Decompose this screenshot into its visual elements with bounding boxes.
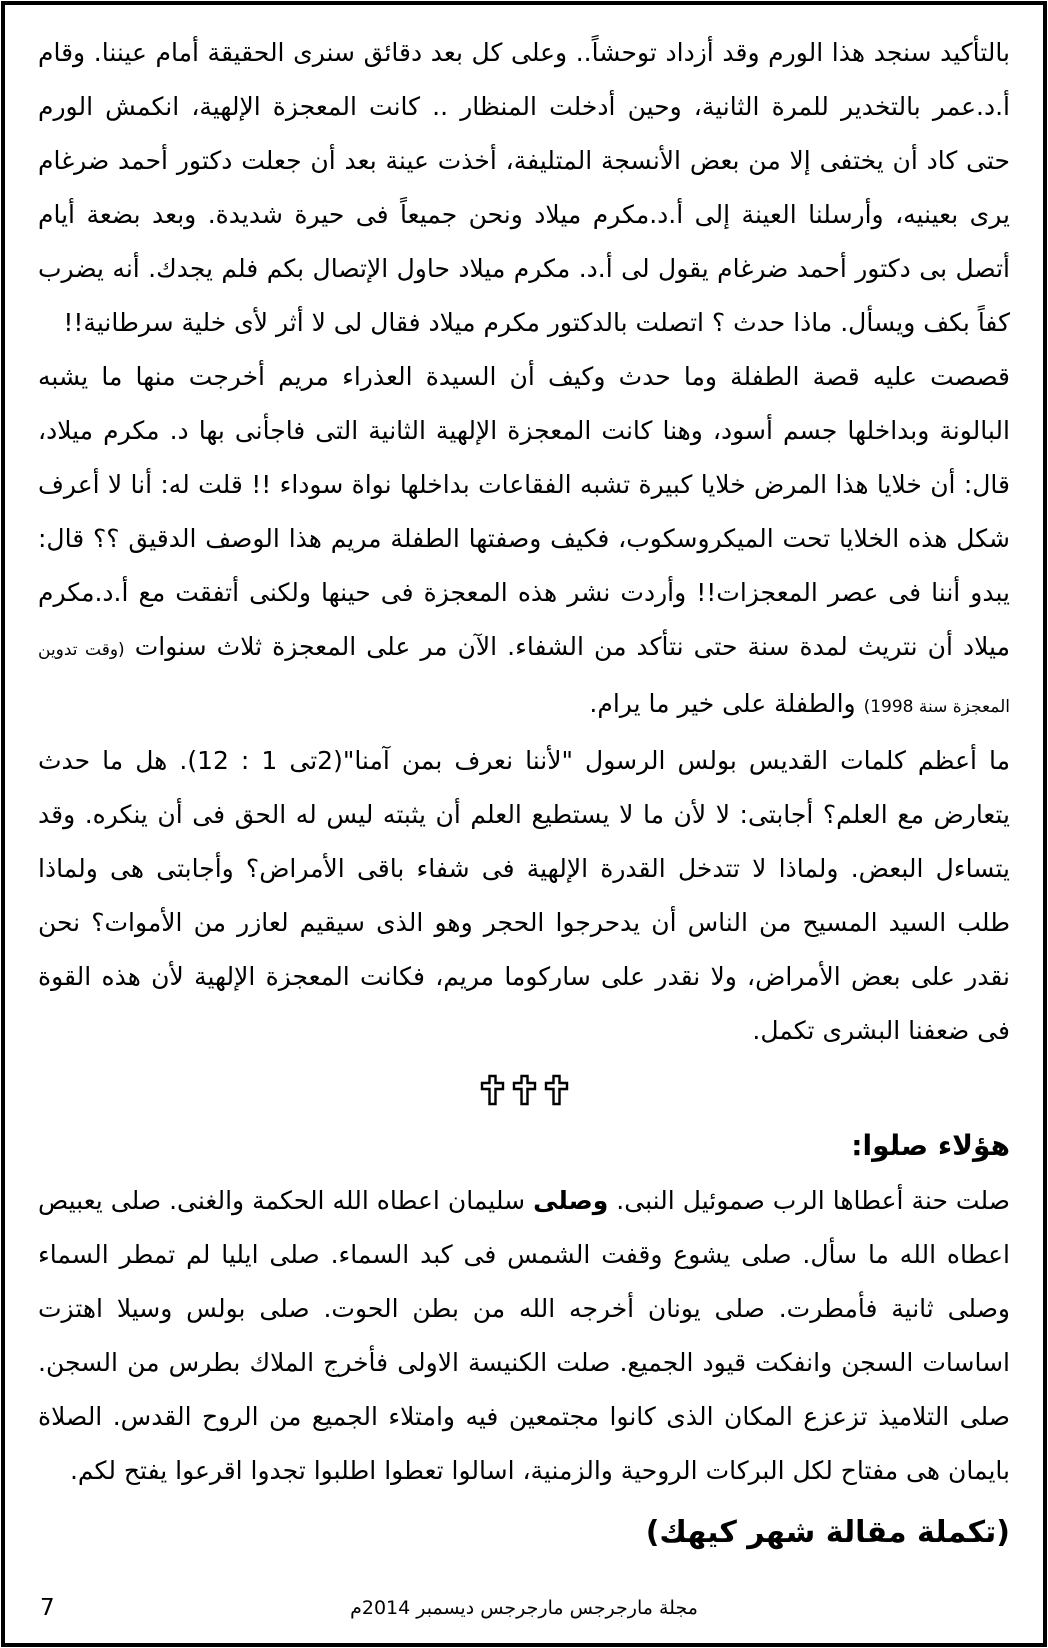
article-body — [38, 26, 1010, 1556]
paragraph-text: صلت حنة أعطاها الرب صموئيل النبى. — [608, 1186, 1010, 1215]
paragraph-text: سليمان اعطاه الله الحكمة والغنى. صلى يعبيص اعطاه الله ما سأل. صلى يشوع وقفت الشمس فى كبد السماء. صلى ايليا لم تمطر السماء وصلى ثانية فأمطرت. صلى يونان أخرجه الله من بطن الحوت. صلى بولس وسيلا اهتزت اساسات السجن وانفكت قيود الجميع. صلت الكنيسة الاولى فأخرج الملاك بطرس من السجن. صلى التلاميذ تزعزع المكان الذى كانوا مجتمعين فيه وامتلاء الجميع من الروح القدس. الصلاة بايمان هى مفتاح لكل البركات الروحية والزمنية، اسالوا تعطوا اطلبوا تجدوا اقرعوا يفتح لكم. — [38, 1186, 1010, 1485]
continuation-note: (تكملة مقالة شهر كيهك) — [645, 1515, 1010, 1550]
date-note: (وقت تدوين المعجزة سنة 1998) — [38, 640, 1010, 717]
cross-icon — [544, 1074, 569, 1106]
bold-word: وصلى — [533, 1186, 609, 1215]
cross-icon — [512, 1074, 537, 1106]
prayers-heading: هؤلاء صلوا: — [851, 1129, 1010, 1162]
section-divider — [38, 1066, 1010, 1114]
paragraph-science-and-faith: ما أعظم كلمات القديس بولس الرسول "لأننا نعرف بمن آمنا"(2تى 1 : 12). هل ما حدث يتعارض مع العلم؟ أجابتى: لا لأن ما لا يستطيع العلم أن يثبته ليس له الحق فى أن ينكره. وقد يتساءل البعض. ولماذا لا تتدخل القدرة الإلهية فى شفاء باقى الأمراض؟ وأجابتى هى ولماذا طلب السيد المسيح من الناس أن يدحرجوا الحجر وهو الذى سيقيم لعازر من الأموات؟ نحن نقدر على بعض الأمراض، ولا نقدر على ساركوما مريم، فكانت المعجزة الإلهية لأن هذه القوة فى ضعفنا البشرى تكمل. — [38, 746, 1010, 1045]
paragraph-tumor-miracle: بالتأكيد سنجد هذا الورم وقد أزداد توحشاً.. وعلى كل بعد دقائق سنرى الحقيقة أمام عيننا. وقام أ.د.عمر بالتخدير للمرة الثانية، وحين أدخلت المنظار .. كانت المعجزة الإلهية، انكمش الورم حتى كاد أن يختفى إلا من بعض الأنسجة المتليفة، أخذت عينة بعد أن جعلت دكتور أحمد ضرغام يرى بعينيه، وأرسلنا العينة إلى أ.د.مكرم ميلاد ونحن جميعاً فى حيرة شديدة. وبعد بضعة أيام أتصل بى دكتور أحمد ضرغام يقول لى أ.د. مكرم ميلاد حاول الإتصال بكم فلم يجدك. أنه يضرب كفاً بكف ويسأل. ماذا حدث ؟ اتصلت بالدكتور مكرم ميلاد فقال لى لا أثر لأى خلية سرطانية!! — [38, 38, 1010, 337]
page-footer — [0, 1592, 1048, 1624]
paragraph-text: قصصت عليه قصة الطفلة وما حدث وكيف أن السيدة العذراء مريم أخرجت منها ما يشبه البالونة وبداخلها جسم أسود، وهنا كانت المعجزة الإلهية الثانية التى فاجأنى بها د. مكرم ميلاد، قال: أن خلايا هذا المرض خلايا كبيرة تشبه الفقاعات بداخلها نواة سوداء !! قلت له: أنا لا أعرف شكل هذه الخلايا تحت الميكروسكوب، فكيف وصفتها الطفلة مريم هذا الوصف الدقيق ؟؟ قال: يبدو أننا فى عصر المعجزات!! وأردت نشر هذه المعجزة فى حينها ولكنى أتفقت مع أ.د.مكرم ميلاد أن نتريث لمدة سنة حتى نتأكد من الشفاء. الآن مر على المعجزة ثلاث سنوات — [38, 362, 1010, 661]
paragraph-second-miracle — [38, 350, 1010, 734]
journal-caption: مجلة مارجرجس مارجرجس ديسمبر 2014م — [350, 1597, 698, 1619]
paragraph-text: والطفلة على خير ما يرام. — [589, 689, 864, 718]
page-number: 7 — [40, 1595, 55, 1621]
cross-icon — [480, 1074, 505, 1106]
paragraph-prayers — [38, 1174, 1010, 1498]
